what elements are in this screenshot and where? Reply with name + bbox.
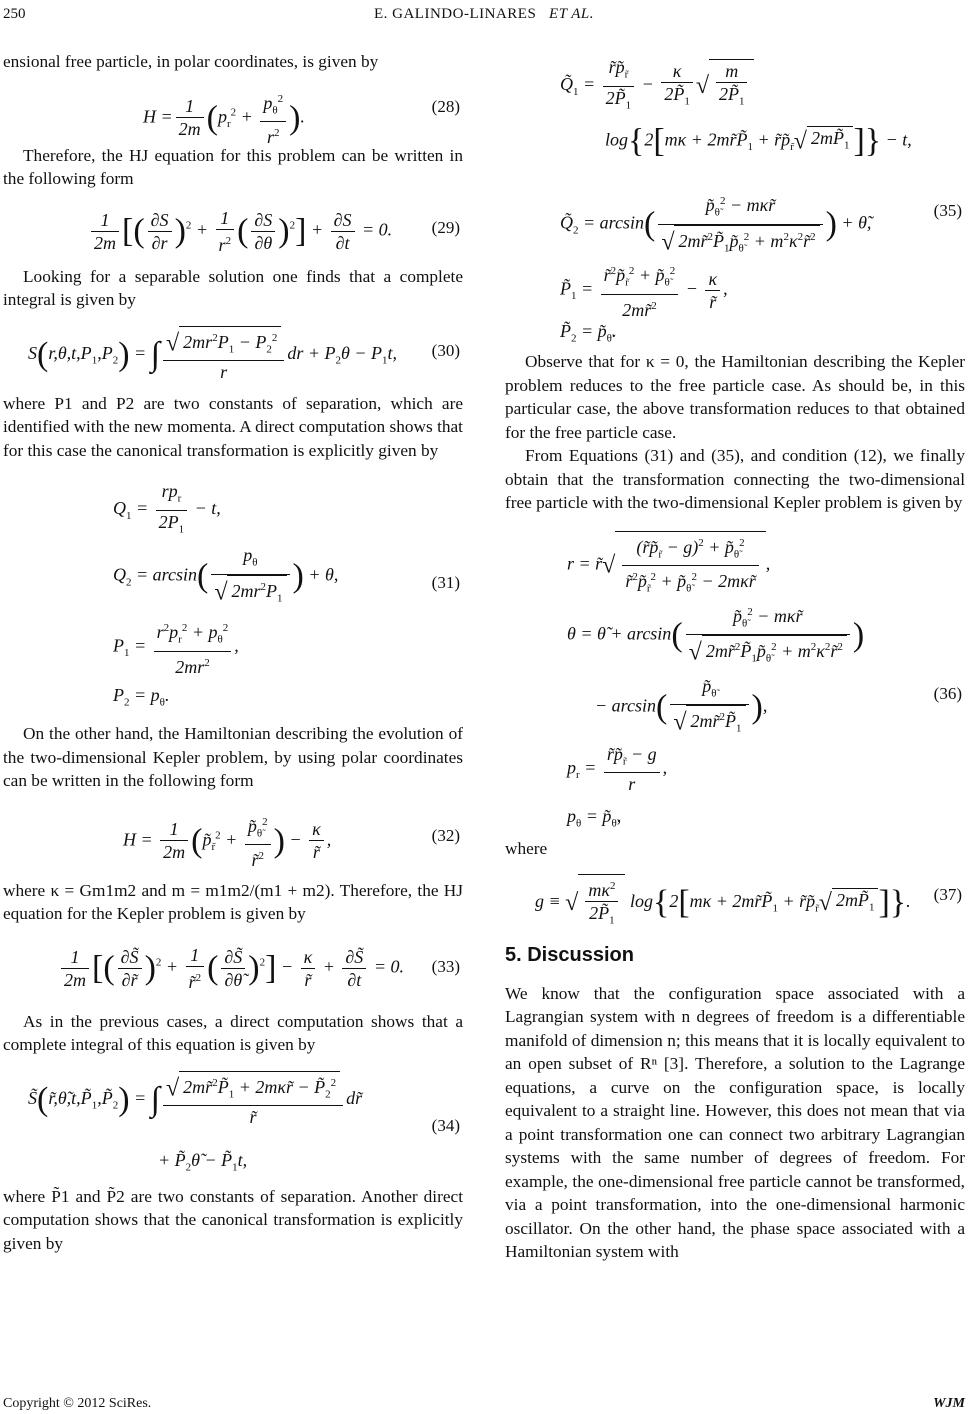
left-column (3, 50, 463, 1255)
paragraph: where P1 and P2 are two constants of separation, which are identified with the new momenta. A direct computation shows that for this case the canonical transformation is explicitly given by (3, 393, 463, 460)
equation-number: (37) (933, 885, 962, 904)
equation-37: g ≡ √ $\frac{m\kappa^2}{2P̃_1}$ $\log\{2[m\kappa + 2mr̃P̃_1$ + $r̃p̃_{r̃}√$ $2mP̃_1$ ]}. (37) (505, 860, 965, 936)
paragraph: As in the previous cases, a direct computation shows that a complete integral of this equation is given by (3, 1011, 463, 1054)
equation-number: (28) (431, 96, 460, 116)
running-title: E. GALINDO-LINARES ET AL. (373, 6, 595, 22)
equation-number: (36) (933, 683, 962, 703)
equation-number: (31) (431, 573, 460, 592)
equation-29: $\frac{1}{2m}$ [( $\frac{\partial S}{\partial r}$ )$^2$ + $\frac{1}{r^2}$ ( $\frac{\partial S}{\partial\theta}$ )$^2$] + $\frac{\partial S}{\partial t}$ = 0. (29) (3, 191, 463, 265)
equation-number: (33) (431, 956, 460, 976)
equation-number: (32) (431, 825, 460, 845)
equation-number: (34) (431, 1115, 460, 1135)
equation-number: (30) (431, 340, 460, 360)
equation-36: r = r̃√ $\frac{(r̃p̃_{r̃} - g)^2 + p̃_{\thetã}^2}{r̃^2p̃_{r̃}^2 + p̃_{\thetã}^2 - 2m\kappa r̃}$ , θ = θ̃ + arcsin( $\frac{p̃_{\thetã}^2 - m\kappa r̃}{√ 2mr̃^2P̃_1p̃_{\thetã}^2 + m^2\kappa^2r̃^2}$ ) − arcsin( $\frac{p̃_{\thetã}}{√ 2mr̃^2P̃_1}$ ), $p_r$ = $\frac{r̃p̃_{r̃} - g}{r}$ , $p_\theta$ = $p̃_{\thetã}$, (36) (505, 515, 965, 837)
equation-32: H = $\frac{1}{2m}$ ($p̃_{r̃}^2$ + $\frac{p̃_{\thetã}^2}{r̃^2}$ ) − $\frac{\kappa}{r̃}$ , (32) (3, 793, 463, 879)
paragraph: where κ = Gm1m2 and m = m1m2/(m1 + m2). Therefore, the HJ equation for the Kepler problem is given by (3, 880, 463, 923)
paragraph: We know that the configuration space associated with a Lagrangian system with n degrees of freedom is a differentiable manifold of dimension n; this means that it is locally equivalent to an open subset of Rⁿ [3]. Therefore, a solution to the Lagrange equations, a curve on the configuration space, is locally equivalent to a straight line. However, this does not mean that via a point transformation one can connect two arbitrary Lagrangian systems with the same number of degrees of freedom. For example, the one-dimensional free particle cannot be transformed, via a point transformation, into the one-dimensional harmonic oscillator. On the other hand, the phase space associated with a Hamiltonian system with (505, 983, 965, 1261)
equation-30: $S(r,\theta,t,P_1,P_2)$ = ∫ $\frac{√ 2mr^2P_1 - P_2^2}{r}$ dr + $P_2\theta - P_1t$, (30) (3, 312, 463, 392)
equation-number: (29) (431, 217, 460, 237)
paragraph: From Equations (31) and (35), and condition (12), we finally obtain that the transformation connecting the two-dimensional free particle with the two-dimensional Kepler problem is given by (505, 446, 965, 512)
paragraph: On the other hand, the Hamiltonian describing the evolution of the two-dimensional Kepler problem, by using polar coordinates can be written in the following form (3, 724, 463, 790)
paragraph: ensional free particle, in polar coordinates, is given by (3, 52, 379, 71)
page-number: 250 (3, 6, 26, 22)
section-heading: 5. Discussion (505, 944, 634, 966)
equation-35: $Q̃_1$ = $\frac{r̃p̃_{r̃}}{2P̃_1}$ − $\frac{\kappa}{2P̃_1}$ √ $\frac{m}{2P̃_1}$ $\log\{2[m\kappa + 2mr̃P̃_1$ + $r̃p̃_{r̃}√$ $2mP̃_1$ ]} − t, $Q̃_2 = \arcsin$( $\frac{p̃_{\thetã}^2 - m\kappa r̃}{√ 2mr̃^2P̃_1p̃_{\thetã}^2 + m^2\kappa^2r̃^2}$ ) + θ̃, $P̃_1$ = $\frac{r̃^2p̃_{r̃}^2 + p̃_{\thetã}^2}{2mr̃^2}$ − $\frac{\kappa}{r̃}$ , $P̃_2$ = $p̃_{\thetã}$. (35) (560, 57, 962, 345)
equation-28: H = $\frac{1}{2m}$ ($p_r^2$ + $\frac{p_\theta^2}{r^2}$ ). (28) (3, 74, 463, 144)
equation-34: $S̃(r̃,\thetã,t,P̃_1,P̃_2)$ = ∫ $\frac{√ 2mr̃^2P̃_1 + 2m\kappa r̃ - P̃_2^2}{r̃}$ dr̃ + $P̃_2\thetã$ − $P̃_1t$, (34) (3, 1057, 463, 1185)
page-header (0, 4, 968, 32)
paragraph: Looking for a separable solution one finds that a complete integral is given by (3, 266, 463, 309)
equation-number: (35) (933, 201, 962, 220)
right-column (505, 50, 965, 1264)
equation-31: $Q_1$ = $\frac{rp_r}{2P_1}$ − t, $Q_2 = \arcsin$( $\frac{p_\theta}{√ 2mr^2P_1}$ ) + θ, $P_1$ = $\frac{r^2p_r^2 + p_\theta^2}{2mr^2}$ , $P_2 = p_\theta$. (31) (113, 481, 460, 709)
equation-33: $\frac{1}{2m}$ [( $\frac{\partial S̃}{\partial r̃}$ )$^2$ + $\frac{1}{r̃^2}$ ( $\frac{\partial S̃}{\partial\thetã}$ )$^2$] − $\frac{\kappa}{r̃}$ + $\frac{\partial S̃}{\partial t}$ = 0. (33) (3, 926, 463, 1010)
copyright: Copyright © 2012 SciRes. (3, 1396, 152, 1411)
page-footer (0, 1396, 968, 1414)
paragraph: where (505, 838, 548, 858)
paragraph: Therefore, the HJ equation for this problem can be written in the following form (3, 145, 463, 188)
paragraph: where P̃1 and P̃2 are two constants of separation. Another direct computation shows that the canonical transformation is explicitly given by (3, 1186, 463, 1253)
paragraph: Observe that for κ = 0, the Hamiltonian describing the Kepler problem reduces to the free particle case. As should be, in this particular case, the above transformation reduces to that obtained for the free particle case. (505, 352, 965, 442)
journal-abbrev: WJM (933, 1396, 965, 1411)
